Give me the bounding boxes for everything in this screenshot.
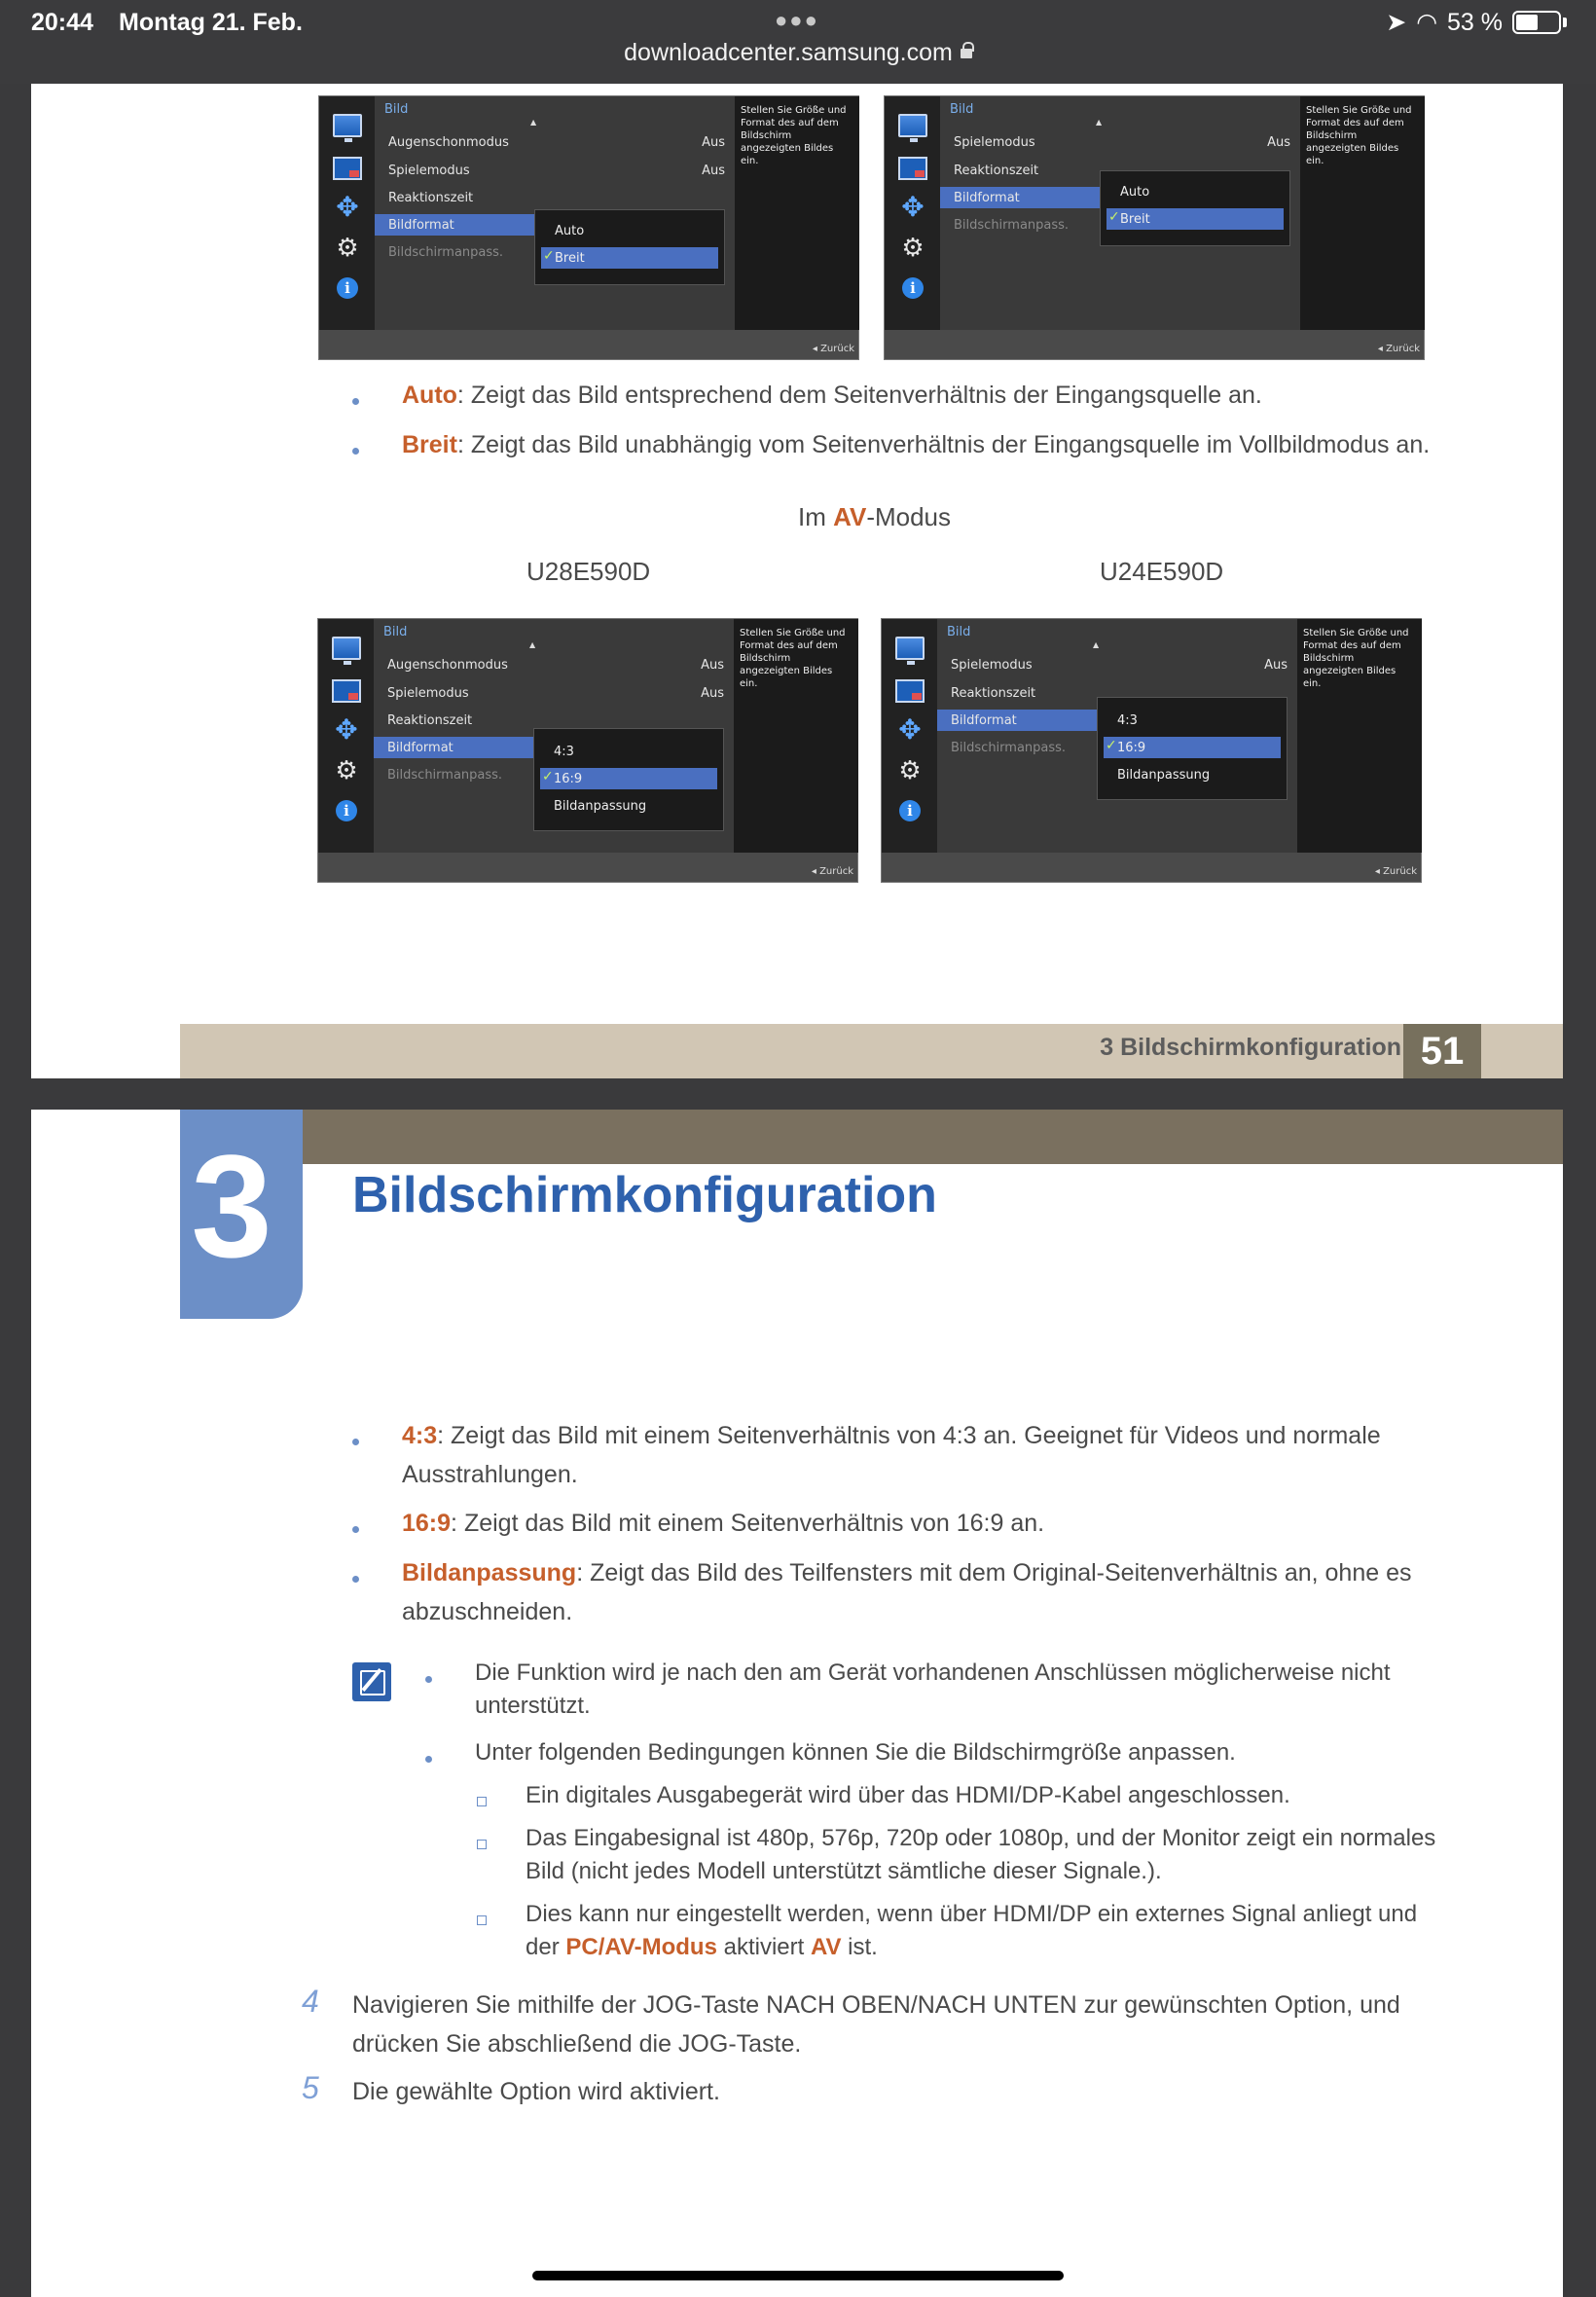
osd-back xyxy=(812,866,853,877)
lock-icon xyxy=(961,49,972,58)
av-mode-caption xyxy=(798,502,951,532)
term: Auto xyxy=(402,382,457,409)
osd-menu xyxy=(940,96,1300,330)
term: AV xyxy=(833,502,867,531)
bullet-dot xyxy=(352,1526,362,1536)
menu-label: Spielemodus xyxy=(387,686,469,701)
option-label: Auto xyxy=(555,224,585,238)
up-arrow-icon: ▲ xyxy=(529,640,536,649)
monitor-icon xyxy=(332,637,361,660)
position-arrows-icon: ✥ xyxy=(901,191,925,223)
menu-value: Aus xyxy=(702,135,725,150)
osd-popup xyxy=(534,209,725,285)
osd-description: Stellen Sie Größe und Format des auf dem Bildschirm angezeigten Bildes ein. xyxy=(735,96,859,330)
pip-icon xyxy=(332,679,361,703)
option-label: 4:3 xyxy=(554,745,574,759)
osd-sidebar xyxy=(882,619,937,853)
pip-icon xyxy=(333,157,362,180)
menu-value: Aus xyxy=(1264,658,1288,673)
check-icon: ✓ xyxy=(1106,738,1117,753)
menu-format xyxy=(940,187,1104,208)
bullet-dot xyxy=(352,1439,362,1448)
option-label: Auto xyxy=(1120,185,1150,200)
condition-2-cont: Bild (nicht jedes Modell unterstützt sämtliche dieser Signale.). xyxy=(526,1858,1162,1884)
back-label: Zurück xyxy=(1386,344,1420,354)
menu-value: Aus xyxy=(1267,135,1290,150)
back-arrow-icon: ◂ xyxy=(1377,344,1387,354)
bullet-dot xyxy=(352,448,362,457)
text: ist. xyxy=(841,1934,878,1960)
osd-title: Bild xyxy=(383,625,408,639)
info-icon: i xyxy=(899,800,921,821)
menu-label: Bildformat xyxy=(387,741,453,755)
osd-screenshot-format-3 xyxy=(317,618,858,883)
condition-2: Das Eingabesignal ist 480p, 576p, 720p oder 1080p, und der Monitor zeigt ein normales xyxy=(526,1825,1436,1851)
status-time: 20:44 xyxy=(31,9,93,36)
monitor-icon xyxy=(333,114,362,137)
square-bullet xyxy=(477,1797,487,1806)
osd-bottom-bar xyxy=(885,330,1424,359)
osd-back xyxy=(813,344,854,354)
location-icon: ➤ xyxy=(1386,9,1407,36)
page-number: 51 xyxy=(1403,1024,1481,1078)
wifi-icon: ◠ xyxy=(1416,9,1438,36)
term: Breit xyxy=(402,431,457,458)
osd-screenshot-format-2 xyxy=(884,95,1425,360)
position-arrows-icon: ✥ xyxy=(335,713,358,746)
chapter-header-band xyxy=(180,1110,1563,1164)
menu-eye xyxy=(374,654,734,675)
home-indicator[interactable] xyxy=(532,2271,1064,2280)
pip-icon xyxy=(895,679,925,703)
step-4-cont: drücken Sie abschließend die JOG-Taste. xyxy=(352,2030,802,2058)
up-arrow-icon: ▲ xyxy=(1096,118,1103,127)
option-label: 16:9 xyxy=(554,772,583,786)
back-label: Zurück xyxy=(819,866,853,877)
url-text: downloadcenter.samsung.com xyxy=(624,39,953,66)
menu-label: Augenschonmodus xyxy=(388,135,509,150)
text: Im xyxy=(798,502,834,531)
option-fit xyxy=(540,795,717,817)
gear-icon: ⚙ xyxy=(335,756,358,785)
term: Bildanpassung xyxy=(402,1559,577,1586)
option-16-9 xyxy=(1104,737,1281,758)
menu-label: Bildformat xyxy=(951,713,1017,728)
bullet-fit-cont: abzuschneiden. xyxy=(402,1598,573,1625)
menu-label: Augenschonmodus xyxy=(387,658,508,673)
option-4-3 xyxy=(1104,710,1281,731)
url-bar[interactable] xyxy=(0,39,1596,67)
menu-label: Bildschirmanpass. xyxy=(954,218,1070,233)
status-date: Montag 21. Feb. xyxy=(119,9,303,36)
menu-label: Bildschirmanpass. xyxy=(951,741,1067,755)
condition-1: Ein digitales Ausgabegerät wird über das HDMI/DP-Kabel angeschlossen. xyxy=(526,1782,1290,1808)
text: aktiviert xyxy=(716,1934,811,1960)
menu-value: Aus xyxy=(701,686,724,701)
osd-description: Stellen Sie Größe und Format des auf dem Bildschirm angezeigten Bildes ein. xyxy=(1300,96,1425,330)
chapter-number: 3 xyxy=(191,1124,272,1288)
text: : Zeigt das Bild unabhängig vom Seitenverhältnis der Eingangsquelle im Vollbildmodus an. xyxy=(456,431,1431,458)
footer-chapter: 3 Bildschirmkonfiguration xyxy=(1100,1034,1401,1061)
battery-percent: 53 % xyxy=(1447,8,1503,36)
option-auto xyxy=(541,220,718,241)
menu-game xyxy=(937,654,1297,675)
note-1: Die Funktion wird je nach den am Gerät vorhandenen Anschlüssen möglicherweise nicht xyxy=(475,1659,1391,1686)
menu-game xyxy=(375,160,735,181)
up-arrow-icon: ▲ xyxy=(530,118,537,127)
term: PC/AV-Modus xyxy=(565,1934,717,1960)
osd-bottom-bar xyxy=(319,330,858,359)
menu-format xyxy=(937,710,1101,731)
gear-icon: ⚙ xyxy=(901,234,925,263)
menu-label: Reaktionszeit xyxy=(951,686,1036,701)
option-label: 4:3 xyxy=(1117,713,1138,728)
square-bullet xyxy=(477,1915,487,1925)
position-arrows-icon: ✥ xyxy=(898,713,922,746)
osd-title: Bild xyxy=(950,102,974,117)
note-1-cont: unterstützt. xyxy=(475,1693,591,1719)
back-arrow-icon: ◂ xyxy=(812,344,821,354)
menu-game xyxy=(374,682,734,704)
menu-game xyxy=(940,131,1300,153)
option-wide xyxy=(1106,208,1284,230)
option-auto xyxy=(1106,181,1284,202)
bullet-dot xyxy=(352,398,362,408)
term: 16:9 xyxy=(402,1510,452,1537)
text: : Zeigt das Bild entsprechend dem Seitenverhältnis der Eingangsquelle an. xyxy=(456,382,1262,409)
osd-title: Bild xyxy=(384,102,409,117)
option-fit xyxy=(1104,764,1281,785)
check-icon: ✓ xyxy=(1108,209,1120,225)
bullet-auto xyxy=(402,378,1262,413)
menu-label: Spielemodus xyxy=(954,135,1035,150)
osd-menu xyxy=(937,619,1297,853)
menu-value: Aus xyxy=(702,164,725,178)
status-indicators xyxy=(1386,8,1567,37)
text: -Modus xyxy=(866,502,952,531)
page-footer xyxy=(180,1024,1563,1078)
option-label: Bildanpassung xyxy=(554,799,647,814)
back-arrow-icon: ◂ xyxy=(1374,866,1384,877)
osd-sidebar xyxy=(885,96,940,330)
option-wide xyxy=(541,247,718,269)
monitor-icon xyxy=(895,637,925,660)
osd-bottom-bar xyxy=(882,853,1421,882)
back-label: Zurück xyxy=(1383,866,1417,877)
step-4-text: Navigieren Sie mithilfe der JOG-Taste NACH OBEN/NACH UNTEN zur gewünschten Option, und xyxy=(352,1991,1400,2019)
text: : Zeigt das Bild des Teilfensters mit dem Original-Seitenverhältnis an, ohne es xyxy=(576,1559,1412,1586)
menu-label: Bildformat xyxy=(388,218,454,233)
menu-value: Aus xyxy=(701,658,724,673)
battery-fill xyxy=(1516,15,1538,30)
option-label: 16:9 xyxy=(1117,741,1146,755)
text: der xyxy=(526,1934,566,1960)
menu-label: Reaktionszeit xyxy=(388,191,474,205)
osd-description: Stellen Sie Größe und Format des auf dem Bildschirm angezeigten Bildes ein. xyxy=(1297,619,1422,853)
menu-label: Reaktionszeit xyxy=(387,713,473,728)
option-16-9 xyxy=(540,768,717,789)
note-2: Unter folgenden Bedingungen können Sie die Bildschirmgröße anpassen. xyxy=(475,1739,1236,1766)
menu-label: Spielemodus xyxy=(388,164,470,178)
osd-sidebar xyxy=(319,96,375,330)
menu-label: Bildschirmanpass. xyxy=(388,245,504,260)
osd-screenshot-format-1 xyxy=(318,95,859,360)
chapter-title: Bildschirmkonfiguration xyxy=(352,1167,937,1223)
note-pencil-icon xyxy=(352,1662,391,1701)
bullet-dot xyxy=(425,1676,435,1686)
check-icon: ✓ xyxy=(542,769,554,784)
menu-label: Reaktionszeit xyxy=(954,164,1039,178)
menu-label: Bildschirmanpass. xyxy=(387,768,503,783)
document-page-52 xyxy=(31,1110,1563,2297)
osd-popup xyxy=(1097,697,1288,800)
osd-back xyxy=(1378,344,1420,354)
condition-3: Dies kann nur eingestellt werden, wenn über HDMI/DP ein externes Signal anliegt und xyxy=(526,1901,1418,1927)
step-number-4: 4 xyxy=(302,1984,319,2019)
bullet-4-3 xyxy=(402,1418,1381,1453)
more-dots-icon[interactable]: ●●● xyxy=(775,8,819,32)
bullet-wide xyxy=(402,427,1430,462)
position-arrows-icon: ✥ xyxy=(336,191,359,223)
document-page-51 xyxy=(31,84,1563,1078)
gear-icon: ⚙ xyxy=(336,234,359,263)
model-left: U28E590D xyxy=(526,557,651,586)
up-arrow-icon: ▲ xyxy=(1093,640,1100,649)
step-number-5: 5 xyxy=(302,2070,319,2105)
option-label: Bildanpassung xyxy=(1117,768,1211,783)
info-icon: i xyxy=(337,277,358,299)
menu-response xyxy=(375,187,735,208)
osd-screenshot-format-4 xyxy=(881,618,1422,883)
back-label: Zurück xyxy=(820,344,854,354)
osd-title: Bild xyxy=(947,625,971,639)
osd-bottom-bar xyxy=(318,853,857,882)
condition-3-cont xyxy=(526,1930,878,1965)
term: AV xyxy=(810,1934,842,1960)
term: 4:3 xyxy=(402,1422,438,1449)
menu-eye xyxy=(375,131,735,153)
osd-sidebar xyxy=(318,619,374,853)
osd-description: Stellen Sie Größe und Format des auf dem Bildschirm angezeigten Bildes ein. xyxy=(734,619,858,853)
bullet-4-3-cont: Ausstrahlungen. xyxy=(402,1461,578,1488)
option-label: Breit xyxy=(555,251,585,266)
battery-tip xyxy=(1563,18,1567,27)
step-5-text: Die gewählte Option wird aktiviert. xyxy=(352,2078,720,2105)
text: : Zeigt das Bild mit einem Seitenverhältnis von 4:3 an. Geeignet für Videos und normale xyxy=(437,1422,1381,1449)
menu-format xyxy=(374,737,537,758)
info-icon: i xyxy=(902,277,924,299)
monitor-icon xyxy=(898,114,927,137)
osd-menu xyxy=(374,619,734,853)
gear-icon: ⚙ xyxy=(898,756,922,785)
osd-popup xyxy=(533,728,724,831)
option-4-3 xyxy=(540,741,717,762)
text: : Zeigt das Bild mit einem Seitenverhältnis von 16:9 an. xyxy=(451,1510,1045,1537)
browser-chrome xyxy=(0,0,1596,84)
model-right: U24E590D xyxy=(1100,557,1224,586)
battery-icon xyxy=(1512,11,1561,34)
check-icon: ✓ xyxy=(543,248,555,264)
option-label: Breit xyxy=(1120,212,1150,227)
osd-popup xyxy=(1100,170,1290,246)
back-arrow-icon: ◂ xyxy=(811,866,820,877)
square-bullet xyxy=(477,1840,487,1849)
osd-menu xyxy=(375,96,735,330)
menu-label: Bildformat xyxy=(954,191,1020,205)
bullet-dot xyxy=(425,1756,435,1766)
bullet-fit xyxy=(402,1555,1412,1590)
pip-icon xyxy=(898,157,927,180)
info-icon: i xyxy=(336,800,357,821)
bullet-dot xyxy=(352,1576,362,1586)
menu-label: Spielemodus xyxy=(951,658,1033,673)
menu-format xyxy=(375,214,538,236)
osd-back xyxy=(1375,866,1417,877)
bullet-16-9 xyxy=(402,1506,1044,1541)
